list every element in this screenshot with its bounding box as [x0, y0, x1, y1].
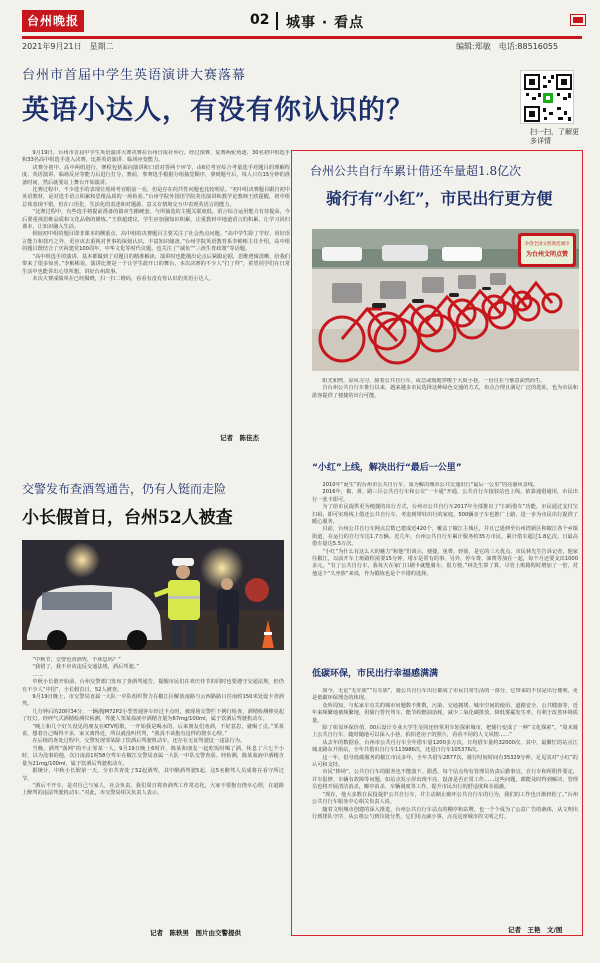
article3-subheading: “小红”上线，解决出行“最后一公里”	[312, 463, 462, 473]
article3-paragraph: 众所周知，与私家车有关的城市问题数不胜数，污染、交通拥堵、城市空间的使用、道路安全、公共健康等，近年来频繁地被频繁地，用骑行替代驾车、能节约燃油消耗，减少二氧化碳排放，降低雾霾发生率，有利于改善环境质量。	[312, 702, 578, 724]
article3-paragraph: 从去年的数据看，台州市公共自行车全年借车量1200多万次，日均借车量约32000次，其中，最繁忙的站点江城北路东升街站，全年共借出自行车113986次，还进日行车105376次。	[312, 739, 578, 754]
article2-paragraph: ……	[32, 671, 43, 678]
article1-paragraph: 决赛分初中、高中两组进行，赛程包括面向演讲和口语对答两个环节，由6位考官综合考量选手对题目的理解程度、英语演讲、临场反应等能力后进行打分。赛前，参赛选手根据分组抽签顺序，拿到题号后，每人只有15分钟的准备时间，然后就要站上舞台开始演讲。	[22, 164, 290, 186]
article3-paragraph: “现在，他大多数在民投提护公共自行车，并主动制止破坏公共自行车的行为，我们的工作也日渐轻松了。”台州公共自行车服务中心相关负责人说。	[312, 791, 578, 806]
section-title: 城事 · 看点	[286, 15, 365, 31]
article1-paragraph: “比赛过程中，有些选手将提前准备的篇章生搬硬套，与所抽选的主题关联度低，语言综合运用能力有待提高，今后要重视思维品质和文化品格的锤炼。”王欣超建议，学生应加强知识积累，注重教材中地道语言的积累，让学习回归课本，让知识融入生活。	[22, 209, 290, 231]
article1-paragraph: 比赛过程中，不少选手的表现让现场考官眼前一亮，但是存在的共性问题也比较明显。“初中组决赛题目跟自初中英语教材，是对选手语言积累和思维品质的一场检验。”台州学院外国语学院英语演讲和教学论教师王欣提醒，初中组总体表现不错，但在口语化、生活化的表述和对题源、意义在情境交互中表现英语言的能力。	[22, 187, 290, 208]
public-bikes-photo	[312, 229, 579, 371]
article3-paragraph: 如今，无论“无车族”“有车族”，骑公共自行车出行都成了市民日常生活的一部分，它带来的不仅是出行便利，更是低碳环保理念的体现。	[312, 688, 578, 702]
article2-paragraph: “酒后不开车，是对自己与家人，社会负责。我们周日将查酒驾工作常态化，大家不要抱有侥幸心理，在道路上醉驾的违法驾驶机动车。”对此，市交警局相关负责人表示。	[22, 782, 284, 797]
bike-station-sign: 争创全国文明典范城市	[524, 242, 570, 247]
article3-section1	[312, 482, 578, 660]
article1-paragraph: 相较初中组的题目即非课本的侧重点，高中组的决赛题目主要关注了社会热点问题。“高中学生除了学好、用好语言能力和技巧之外，更应该去重视对世事的深刻认识，丰富知识储备。”台州学院英语教育系李彬彬主任介绍，高中组的题目既结合了庆祝建党100周年、中华文化等时代议题，也关注了“减负”“三孩生育政策”等话题。	[22, 231, 290, 253]
article3-headline: 骑行有“小红”，市民出行更方便	[326, 189, 553, 208]
bike-station-sign: 为台州文明点赞	[525, 251, 569, 258]
article3-paragraph: 这一年，倡导低碳服务的椒江市民多年，全年共借车2877次，骑行时间时间有35329分钟，足见其对“小红”的认可和支持。	[312, 754, 578, 769]
article3-subheading: 低碳环保，市民出行幸福感满满	[312, 669, 439, 679]
article3-paragraph: 除了彰显环保价值，00后设计专业大学生吴同还经常用车轮探索城市，把骑行变成了一种“文化探索”。“周末骑上公共自行车，随时随地可以深入小巷，拍拍老房子的照片，看看不同的人文风情……”	[312, 725, 578, 739]
article3-section2	[312, 688, 578, 924]
article3-byline: 记者 王艳 文/图	[508, 926, 563, 934]
article1-headline: 英语小达人，有没有你认识的？	[22, 95, 414, 126]
article2-paragraph: 在后续的查处过程中，交警发现邹某除了饮酒后驾驶机动车，还存在无证驾驶这一违法行为。	[32, 738, 246, 745]
header-separator	[276, 12, 278, 30]
article3-paragraph: 目前，台州公共自行车网点总数已建成近420个，覆盖了椒江主城区，并且已延伸至台州湾新区和椒江各个乡镇街道，在运行的自行车达1.7万辆。近几年，台州公共自行车累计服务约35万市民，累计借车超过1.8亿次，日最高借车量达5.5万次。	[312, 526, 578, 548]
article3-paragraph: 2010年“诞生”的台州市公共自行车，成为解决城市公共交通出行“最后一公里”的亮丽风景线。	[322, 482, 539, 488]
article3-paragraph: “小红”为什么有这么大的魅力”和他“们谈示，便捷、免费、轻盈，是它的三大优点。市民林先生告诉记者，他家住椒江，以前开车上班路程需要15分钟，堵车是常有的事，另外，停车费、油费等加在一起，每个月还要支出1000多元，“有了公共自行车，我每天在家门口刷卡就能骑车，很方便。”林先生算了算，尽管上班路程时增加了一倍，对他这个“久坐族”来说，作为锻炼也是个不错的选择。	[312, 548, 578, 577]
article2-paragraph: 据统计，中秋小长假第一天，全市共查处了52起酒驾，其中醉酒驾驶5起，这5名醉驾人员成将在看守所过节。	[22, 768, 284, 782]
article3-paragraph: 为了给市民提供更为便捷的出行方式，台州市公共自行车2017年全部推出了“扫码借车”功能，市民通过支付宝扫码，即可实现线上借还公共自行车，考虑到带娃出行的家庭，500辆亲子车也推广上路，进一步为市民出行提供了暖心服务。	[312, 504, 578, 526]
issue-date: 2021年9月21日 星期二	[22, 42, 114, 51]
article3-paragraph: 2016年，椒、黄、路三区公共自行车和公交“一卡通”开通，公共自行车接驳站也上线，依靠通借通用，市民出行一张卡即可。	[312, 489, 578, 503]
article2-headline: 小长假首日，台州52人被查	[22, 508, 233, 528]
newspaper-logo: 台州晚报	[22, 10, 84, 32]
masthead	[22, 10, 582, 36]
qr-code-label: 扫一扫，了解更多详情	[530, 128, 579, 145]
article2-paragraph: 几分钟后的20时34分，一辆浙JM72P2小型普通客车经过卡点时，被现场交警拦下例行检查，酒精检测棒亮起了红灯。经呼气式酒精检测仪检测，驾驶人邹某血液中酒精含量为67mg/100ml，属于饮酒后驾驶机动车。	[22, 708, 284, 723]
article3-kicker: 台州公共自行车累计借还车量超1.8亿次	[310, 164, 522, 178]
article3-paragraph: 随着文明城市创建的深入推进，台州公共自行车站点的棚亭和站牌，也一个个成为了公益广告的载体，从文明出行到排队守序，从公筷公勺到垃圾分类，它们用点滴小事，点亮这座城市的文明之灯。	[312, 806, 578, 820]
article1-paragraph: “高中组选手的演讲，基本都做到了对题目的精准解读，演讲时也能抛出论点后紧跟论据，思维逻辑清晰，给我们带来了很多惊喜。”李彬彬说，演讲比赛是一个让学生敢开口的舞台，本次决赛的不少人“打了样”，希望同学们在日常生活中也能讲出心里所想，讲好台州故事。	[22, 253, 290, 275]
article3-intro	[312, 378, 578, 448]
article1-byline: 记者 陈佳杰	[220, 434, 259, 442]
article3-paragraph: 阳光和煦，凉风习习，骑着公共自行车，或急或缓地穿梭于大街小巷，一份自在与惬意油然而生。	[322, 378, 546, 384]
article2-paragraph: “中秋节，交警也查酒驾，不休息吗？”	[32, 657, 121, 663]
article2-paragraph: 9月19日晚上，市交警局直属一大队一中队组织警力在椒江区解放南路与云西路路口往南约150米处设卡查酒驾。	[22, 694, 284, 708]
page-number: 02	[250, 12, 270, 28]
article2-byline: 记者 陈轶男 图片由交警提供	[150, 929, 241, 937]
article3-paragraph: 市民“捧场”，公共自行车的服务也不能落下。据悉，每个站点均有管理员负责后勤事宜，自行车和所附件要定，并车报修、车辆有故障等问题，如站点发示屏出现不亮，设备是否正常工作……这些问题，都能及时得到解决，管理员也将开展清洁消杀，椰亭消杀、车辆调度等工作，提升市民出行的舒适度和幸福感。	[312, 769, 578, 791]
qr-code-icon[interactable]	[520, 70, 574, 124]
article2-paragraph: 当晚，酒驾“落网”的不止邹某一人。9月19日晚上6时许，陈某和朋友一起吃饭时喝了酒，休息了六七个小时，以为没事的他，次日凌晨1时58分驾车在椒江交警局直属一大队一中队交警查获。经检测，陈某血液中酒精含量为21mg/100ml，属于饮酒后驾驶机动车。	[22, 745, 284, 767]
article3-paragraph: 自台州公共自行车推行以来，越来越多市民选择这种绿色交通的方式，布点合理且满足广泛的选址，也为市民和游客提供了便捷的出行可能。	[312, 385, 578, 399]
article2-paragraph: 中秋小长假开始前，台州交警部门发布了查酒驾通告，提醒市民们在欢庆佳节的同时也要遵守交通法规，但仍有不少人“中招”，小长假首日，52人被查。	[22, 679, 284, 693]
editor-info: 编辑:郑敏 电话:88516055	[456, 42, 559, 51]
article1-paragraph: 9月19日，台州市首届中学生英语演讲大赛决赛在台州日报社举行，经过预赛、复赛两轮角逐，30名初中组选手和33名高中组选手进入决赛，比拼英语演讲、临场应变能力。	[22, 150, 290, 164]
header-rule	[22, 36, 582, 39]
article2-body	[22, 657, 284, 922]
article2-paragraph: “晚上和几个好久没见的朋友在KTV唱歌，一开始我是喝水的，后来朋友们劝酒，不好意思，就喝了点。”邹某说，想着自己喝得不多，家又离得近，所以就没叫代驾，“我真不该抱有这样的侥幸心理。”	[22, 723, 284, 738]
article1-body	[22, 150, 290, 432]
traffic-police-photo	[22, 540, 284, 650]
article2-kicker: 交警发布查酒驾通告，仍有人铤而走险	[22, 482, 227, 496]
article2-paragraph: “我错了，我不应该违反交通法规，酒后驾驶。”	[32, 664, 139, 671]
article1-kicker: 台州市首届中学生英语演讲大赛落幕	[22, 68, 247, 83]
article1-paragraph: 本次大赛成绩单在已经揭晓，扫一扫二维码，看看有没有你认识的英语小达人。	[32, 275, 214, 282]
corner-mark-icon	[570, 14, 586, 26]
